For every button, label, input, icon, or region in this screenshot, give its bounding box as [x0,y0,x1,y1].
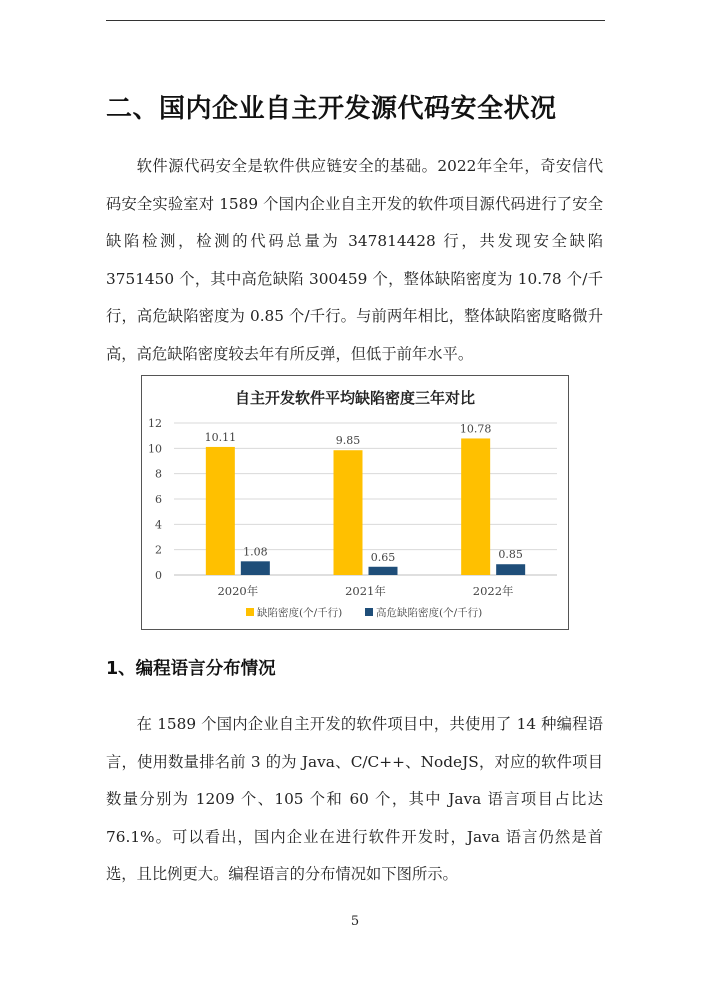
bar-defect-0 [206,447,235,575]
data-label: 1.08 [243,545,268,559]
bar-defect-1 [334,450,363,575]
page-number: 5 [350,914,360,929]
intro-paragraph: 软件源代码安全是软件供应链安全的基础。2022年全年，奇安信代码安全实验室对 1589 个国内企业自主开发的软件项目源代码进行了安全缺陷检测，检测的代码总量为 347814428 行，共发现安全缺陷 3751450 个，其中高危缺陷 300459 个，整体缺陷密度为 10.78 个/千行，高危缺陷密度为 0.85 个/千行。与前两年相比，整体缺陷密度略微升高，高危缺陷密度较去年有所反弹，但低于前年水平。 [106,157,603,363]
legend-swatch-defect [246,608,254,616]
y-tick-label: 4 [155,518,162,532]
bar-high-risk-2 [496,564,525,575]
header-rule [106,20,605,21]
chart-canvas [142,376,568,629]
legend-label-defect: 缺陷密度(个/千行) [257,607,343,619]
bar-high-risk-1 [369,567,398,575]
bar-defect-2 [461,438,490,575]
y-tick-label: 12 [148,417,162,430]
x-tick-label: 2021年 [345,584,386,598]
defect-density-chart [141,375,569,630]
x-tick-label: 2022年 [472,584,514,598]
bar-high-risk-0 [241,561,270,575]
y-tick-label: 0 [155,569,162,582]
legend-swatch-high-risk [365,608,373,616]
y-tick-label: 2 [155,543,162,557]
data-label: 10.11 [204,430,237,444]
data-label: 9.85 [335,434,361,448]
x-tick-label: 2020年 [217,584,259,598]
y-tick-label: 6 [155,493,162,506]
chart-title: 自主开发软件平均缺陷密度三年对比 [234,389,476,407]
language-paragraph: 在 1589 个国内企业自主开发的软件项目中，共使用了 14 种编程语言，使用数量排名前 3 的为 Java、C/C++、NodeJS，对应的软件项目数量分别为 1209 个、105 个和 60 个，其中 Java 语言项目占比达 76.1%。可以看出，国内企业在进行软件开发时，Java 语言仍然是首选，且比例更大。编程语言的分布情况如下图所示。 [106,715,603,883]
data-label: 10.78 [459,422,492,436]
y-tick-label: 10 [148,442,162,456]
data-label: 0.65 [370,550,396,564]
y-tick-label: 8 [155,467,162,481]
subsection-title: 1、编程语言分布情况 [106,659,276,679]
section-title: 二、国内企业自主开发源代码安全状况 [106,94,557,124]
legend-label-high-risk: 高危缺陷密度(个/千行) [376,607,483,619]
data-label: 0.85 [498,548,523,562]
